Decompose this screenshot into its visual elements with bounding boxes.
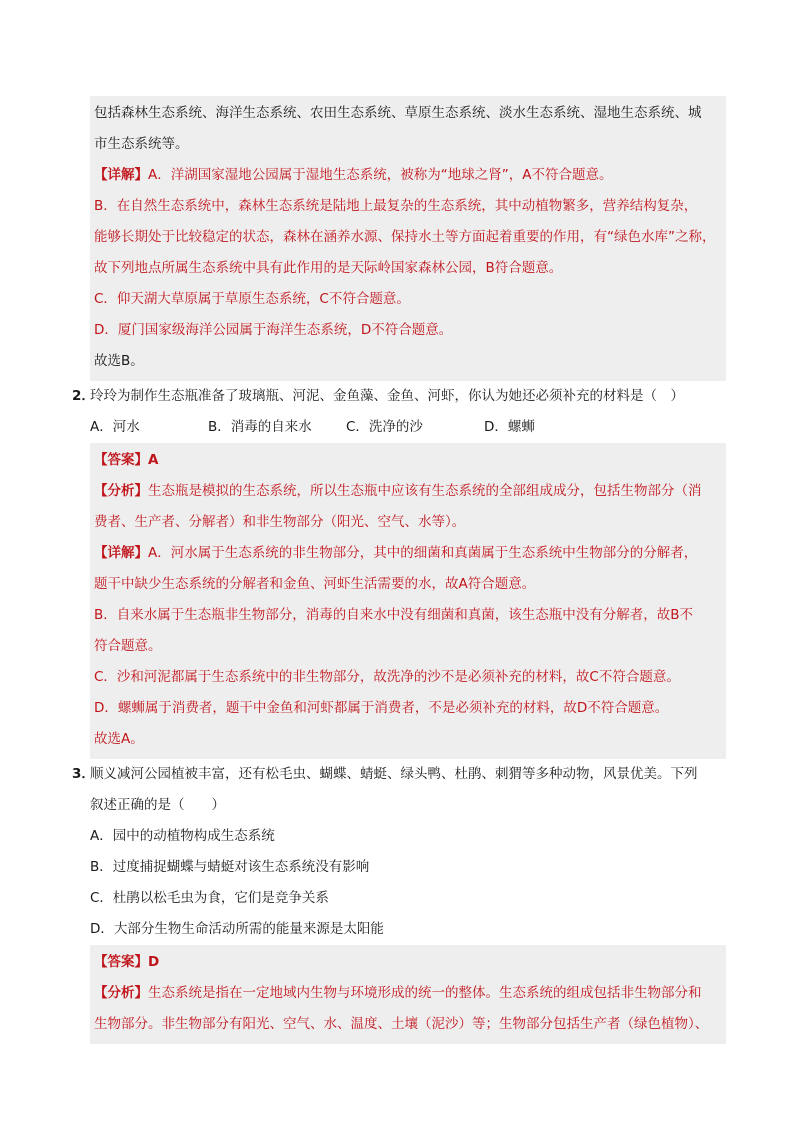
q3-option-d: D．大部分生物生命活动所需的能量来源是太阳能: [90, 921, 384, 937]
q3-answer-label: 【答案】: [94, 954, 148, 970]
q3-analysis-label: 【分析】: [94, 985, 148, 1001]
q2-options: [90, 412, 726, 443]
q2-option-b: B．消毒的自来水: [208, 419, 312, 435]
q1-detail-c: C．仰天湖大草原属于草原生态系统，C不符合题意。: [94, 291, 410, 307]
q2-stem: 玲玲为制作生态瓶准备了玻璃瓶、河泥、金鱼藻、金鱼、河虾，你认为她还必须补充的材料是（ ）: [90, 388, 684, 404]
q2-option-c: C．洗净的沙: [346, 419, 423, 435]
q1-detail-label: 【详解】: [94, 167, 148, 183]
q2-analysis-2: 费者、生产者、分解者）和非生物部分（阳光、空气、水等）。: [94, 514, 466, 530]
q2-detail-c: C．沙和河泥都属于生态系统中的非生物部分，故洗净的沙不是必须补充的材料，故C不符合题意。: [94, 669, 680, 685]
q2-option-d: D．螺蛳: [484, 419, 535, 435]
q2-conclusion: 故选A。: [94, 731, 144, 747]
q3-option-a: A．园中的动植物构成生态系统: [90, 828, 275, 844]
q2-detail-a-line: [94, 538, 722, 569]
q3-stem-1: 顺义减河公园植被丰富，还有松毛虫、蝴蝶、蜻蜓、绿头鸭、杜鹃、刺猬等多种动物，风景优美。下列: [90, 766, 698, 782]
q3-analysis-1: 生态系统是指在一定地域内生物与环境形成的统一的整体。生态系统的组成包括非生物部分和: [148, 985, 702, 1001]
q2-detail-a-1: A．河水属于生态系统的非生物部分，其中的细菌和真菌属于生态系统中生物部分的分解者，: [148, 545, 698, 561]
q1-detail-b-3: 故下列地点所属生态系统中具有此作用的是天际岭国家森林公园，B符合题意。: [94, 260, 563, 276]
q1-detail-d: D．厦门国家级海洋公园属于海洋生态系统，D不符合题意。: [94, 322, 453, 338]
q2-detail-label: 【详解】: [94, 545, 148, 561]
q3-number: 3．: [72, 766, 95, 782]
q2-detail-b-2: 符合题意。: [94, 638, 162, 654]
q1-conclusion: 故选B。: [94, 353, 144, 369]
q2-number: 2．: [72, 388, 95, 404]
q1-detail-b-2: 能够长期处于比较稳定的状态，森林在涵养水源、保持水土等方面起着重要的作用，有“绿色水库”之称，: [94, 229, 716, 245]
q2-option-a: A．河水: [90, 419, 140, 435]
q3-stem-line-1: [72, 759, 726, 790]
q2-answer-label: 【答案】: [94, 452, 148, 468]
q2-analysis-1: 生态瓶是模拟的生态系统，所以生态瓶中应该有生态系统的全部组成成分，包括生物部分（消: [148, 483, 702, 499]
q2-stem-line: [72, 381, 726, 412]
q3-answer: D: [148, 954, 160, 970]
q1-detail-a: A．洋湖国家湿地公园属于湿地生态系统，被称为“地球之肾”，A不符合题意。: [148, 167, 613, 183]
q2-detail-a-2: 题干中缺少生态系统的分解者和金鱼、河虾生活需要的水，故A符合题意。: [94, 576, 536, 592]
q1-detail-a-line: [94, 160, 722, 191]
q3-analysis-line-1: [94, 978, 722, 1009]
q1-analysis-cont-1: 包括森林生态系统、海洋生态系统、农田生态系统、草原生态系统、淡水生态系统、湿地生态系统、城: [94, 105, 702, 121]
q3-answer-line: [94, 947, 722, 978]
q1-analysis-cont-2: 市生态系统等。: [94, 136, 189, 152]
q3-stem-2: 叙述正确的是（ ）: [90, 797, 225, 813]
q2-answer: A: [148, 452, 159, 468]
content: [72, 96, 726, 1044]
q2-answer-line: [94, 445, 722, 476]
q3-analysis-2: 生物部分。非生物部分有阳光、空气、水、温度、土壤（泥沙）等；生物部分包括生产者（绿色植物）、: [94, 1016, 709, 1032]
q2-detail-b-1: B．自来水属于生态瓶非生物部分，消毒的自来水中没有细菌和真菌，该生态瓶中没有分解者，故B不: [94, 607, 694, 623]
q2-detail-d: D．螺蛳属于消费者，题干中金鱼和河虾都属于消费者，不是必须补充的材料，故D不符合题意。: [94, 700, 669, 716]
q3-option-b: B．过度捕捉蝴蝶与蜻蜓对该生态系统没有影响: [90, 859, 370, 875]
q1-detail-b-1: B．在自然生态系统中，森林生态系统是陆地上最复杂的生态系统，其中动植物繁多，营养结构复杂，: [94, 198, 698, 214]
q3-option-c: C．杜鹃以松毛虫为食，它们是竞争关系: [90, 890, 329, 906]
q2-analysis-label: 【分析】: [94, 483, 148, 499]
q2-explanation-block: [90, 443, 726, 759]
q2-analysis-line-1: [94, 476, 722, 507]
q1-explanation-block: [90, 96, 726, 381]
q3-explanation-block: [90, 945, 726, 1044]
